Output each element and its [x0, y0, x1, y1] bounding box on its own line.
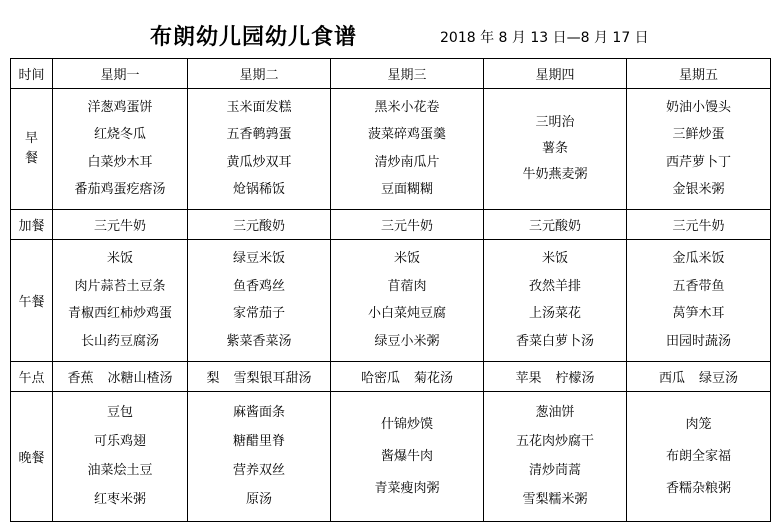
breakfast-cell-tue: [188, 89, 331, 210]
menu-item: 米饭: [393, 251, 420, 267]
menu-item: 白菜炒木耳: [87, 154, 153, 170]
dinner-label: 晚餐: [11, 392, 53, 522]
menu-item: 青菜瘦肉粥: [374, 480, 440, 496]
dinner-cell-mon: [53, 392, 188, 522]
menu-item: 香菜白萝卜汤: [515, 333, 594, 349]
menu-item: 雪梨糯米粥: [522, 492, 588, 507]
menu-item: 布朗全家福: [665, 448, 731, 464]
menu-item: 金瓜米饭: [672, 251, 725, 267]
afternoon-snack-row: [11, 362, 771, 392]
header-day: 星期五: [627, 59, 771, 89]
snack-row: [11, 210, 771, 240]
snack-cell: 三元牛奶: [53, 210, 188, 240]
menu-item: 长山药豆腐汤: [80, 333, 159, 349]
menu-item: 可乐鸡翅: [93, 434, 146, 449]
menu-item: 五香鹌鹑蛋: [226, 127, 292, 143]
menu-item: 肉片蒜苔土豆条: [74, 278, 166, 294]
soup-item: 雪梨银耳甜汤: [233, 371, 312, 386]
menu-item: 绿豆小米粥: [374, 333, 440, 349]
breakfast-label-char: 餐: [24, 151, 38, 166]
header-day: 星期三: [331, 59, 484, 89]
menu-item: 玉米面发糕: [226, 100, 292, 116]
soup-item: 柠檬汤: [555, 371, 595, 386]
menu-item: 肉笼: [685, 416, 712, 432]
fruit-item: 香蕉: [67, 371, 94, 386]
menu-item: 紫菜香菜汤: [226, 333, 292, 349]
breakfast-cell-thu: [484, 89, 627, 210]
lunch-cell-tue: [188, 240, 331, 362]
snack-cell: 三元酸奶: [188, 210, 331, 240]
header-day: 星期二: [188, 59, 331, 89]
menu-item: 菠菜碎鸡蛋羹: [367, 127, 446, 143]
lunch-cell-wed: [331, 240, 484, 362]
menu-item: 红枣米粥: [93, 492, 146, 507]
afternoon-cell-fri: [627, 362, 771, 392]
menu-item: 金银米粥: [672, 181, 725, 197]
breakfast-cell-wed: [331, 89, 484, 210]
menu-item: 苜蓿肉: [387, 278, 427, 294]
breakfast-label-char: 早: [24, 131, 38, 146]
breakfast-cell-mon: [53, 89, 188, 210]
page-title: 布朗幼儿园幼儿食谱: [150, 24, 358, 50]
fruit-item: 哈密瓜: [360, 371, 400, 386]
menu-item: 米饭: [541, 251, 568, 267]
menu-item: 孜然羊排: [528, 278, 581, 294]
menu-item: 炝锅稀饭: [232, 181, 285, 197]
lunch-label: 午餐: [11, 240, 53, 362]
dinner-cell-wed: [331, 392, 484, 522]
menu-item: 莴笋木耳: [672, 306, 725, 322]
menu-item: 什锦炒馍: [380, 416, 433, 432]
afternoon-snack-label: 午点: [11, 362, 53, 392]
menu-item: 三鲜炒蛋: [672, 127, 725, 143]
menu-item: 小白菜炖豆腐: [367, 306, 446, 322]
menu-item: 营养双丝: [232, 463, 285, 478]
dinner-cell-thu: [484, 392, 627, 522]
header-day: 星期一: [53, 59, 188, 89]
menu-item: 田园时蔬汤: [665, 333, 731, 349]
breakfast-row: [11, 89, 771, 210]
soup-item: 绿豆汤: [699, 371, 739, 386]
dinner-cell-fri: [627, 392, 771, 522]
menu-item: 清炒南瓜片: [374, 154, 440, 170]
weekly-menu-table: [10, 58, 771, 522]
header-row: [11, 59, 771, 89]
menu-item: 五香带鱼: [672, 278, 725, 294]
lunch-row: [11, 240, 771, 362]
menu-item: 葱油饼: [535, 405, 575, 420]
menu-item: 黄瓜炒双耳: [226, 154, 292, 170]
lunch-cell-thu: [484, 240, 627, 362]
menu-item: 香糯杂粮粥: [665, 480, 731, 496]
afternoon-cell-tue: [188, 362, 331, 392]
menu-item: 牛奶燕麦粥: [522, 167, 588, 182]
menu-item: 青椒西红柿炒鸡蛋: [67, 306, 172, 322]
lunch-cell-mon: [53, 240, 188, 362]
soup-item: 冰糖山楂汤: [107, 371, 173, 386]
menu-item: 油菜烩土豆: [87, 463, 153, 478]
fruit-item: 西瓜: [658, 371, 685, 386]
afternoon-cell-mon: [53, 362, 188, 392]
menu-item: 清炒茼蒿: [528, 463, 581, 478]
menu-item: 洋葱鸡蛋饼: [87, 100, 153, 116]
breakfast-label: [11, 89, 53, 210]
menu-item: 糖醋里脊: [232, 434, 285, 449]
snack-cell: 三元酸奶: [484, 210, 627, 240]
menu-item: 薯条: [541, 141, 568, 156]
menu-item: 绿豆米饭: [232, 251, 285, 267]
menu-item: 奶油小馒头: [665, 100, 731, 116]
fruit-item: 苹果: [515, 371, 542, 386]
menu-item: 红烧冬瓜: [93, 127, 146, 143]
menu-item: 黑米小花卷: [374, 100, 440, 116]
snack-label: 加餐: [11, 210, 53, 240]
menu-item: 上汤菜花: [528, 306, 581, 322]
menu-item: 鱼香鸡丝: [232, 278, 285, 294]
menu-item: 麻酱面条: [232, 405, 285, 420]
snack-cell: 三元牛奶: [627, 210, 771, 240]
snack-cell: 三元牛奶: [331, 210, 484, 240]
menu-item: 五花肉炒腐干: [515, 434, 594, 449]
menu-item: 家常茄子: [232, 306, 285, 322]
date-range: 2018 年 8 月 13 日—8 月 17 日: [440, 30, 649, 46]
lunch-cell-fri: [627, 240, 771, 362]
menu-item: 西芹萝卜丁: [665, 154, 731, 170]
dinner-row: [11, 392, 771, 522]
fruit-item: 梨: [206, 371, 220, 386]
header-time: 时间: [11, 59, 53, 89]
menu-item: 酱爆牛肉: [380, 448, 433, 464]
dinner-cell-tue: [188, 392, 331, 522]
menu-item: 原汤: [245, 492, 272, 507]
afternoon-cell-thu: [484, 362, 627, 392]
menu-item: 豆面糊糊: [380, 181, 433, 197]
soup-item: 菊花汤: [414, 371, 454, 386]
menu-item: 三明治: [535, 115, 575, 130]
menu-item: 番茄鸡蛋疙瘩汤: [74, 181, 166, 197]
afternoon-cell-wed: [331, 362, 484, 392]
menu-item: 豆包: [106, 405, 133, 420]
menu-item: 米饭: [106, 251, 133, 267]
breakfast-cell-fri: [627, 89, 771, 210]
header-day: 星期四: [484, 59, 627, 89]
